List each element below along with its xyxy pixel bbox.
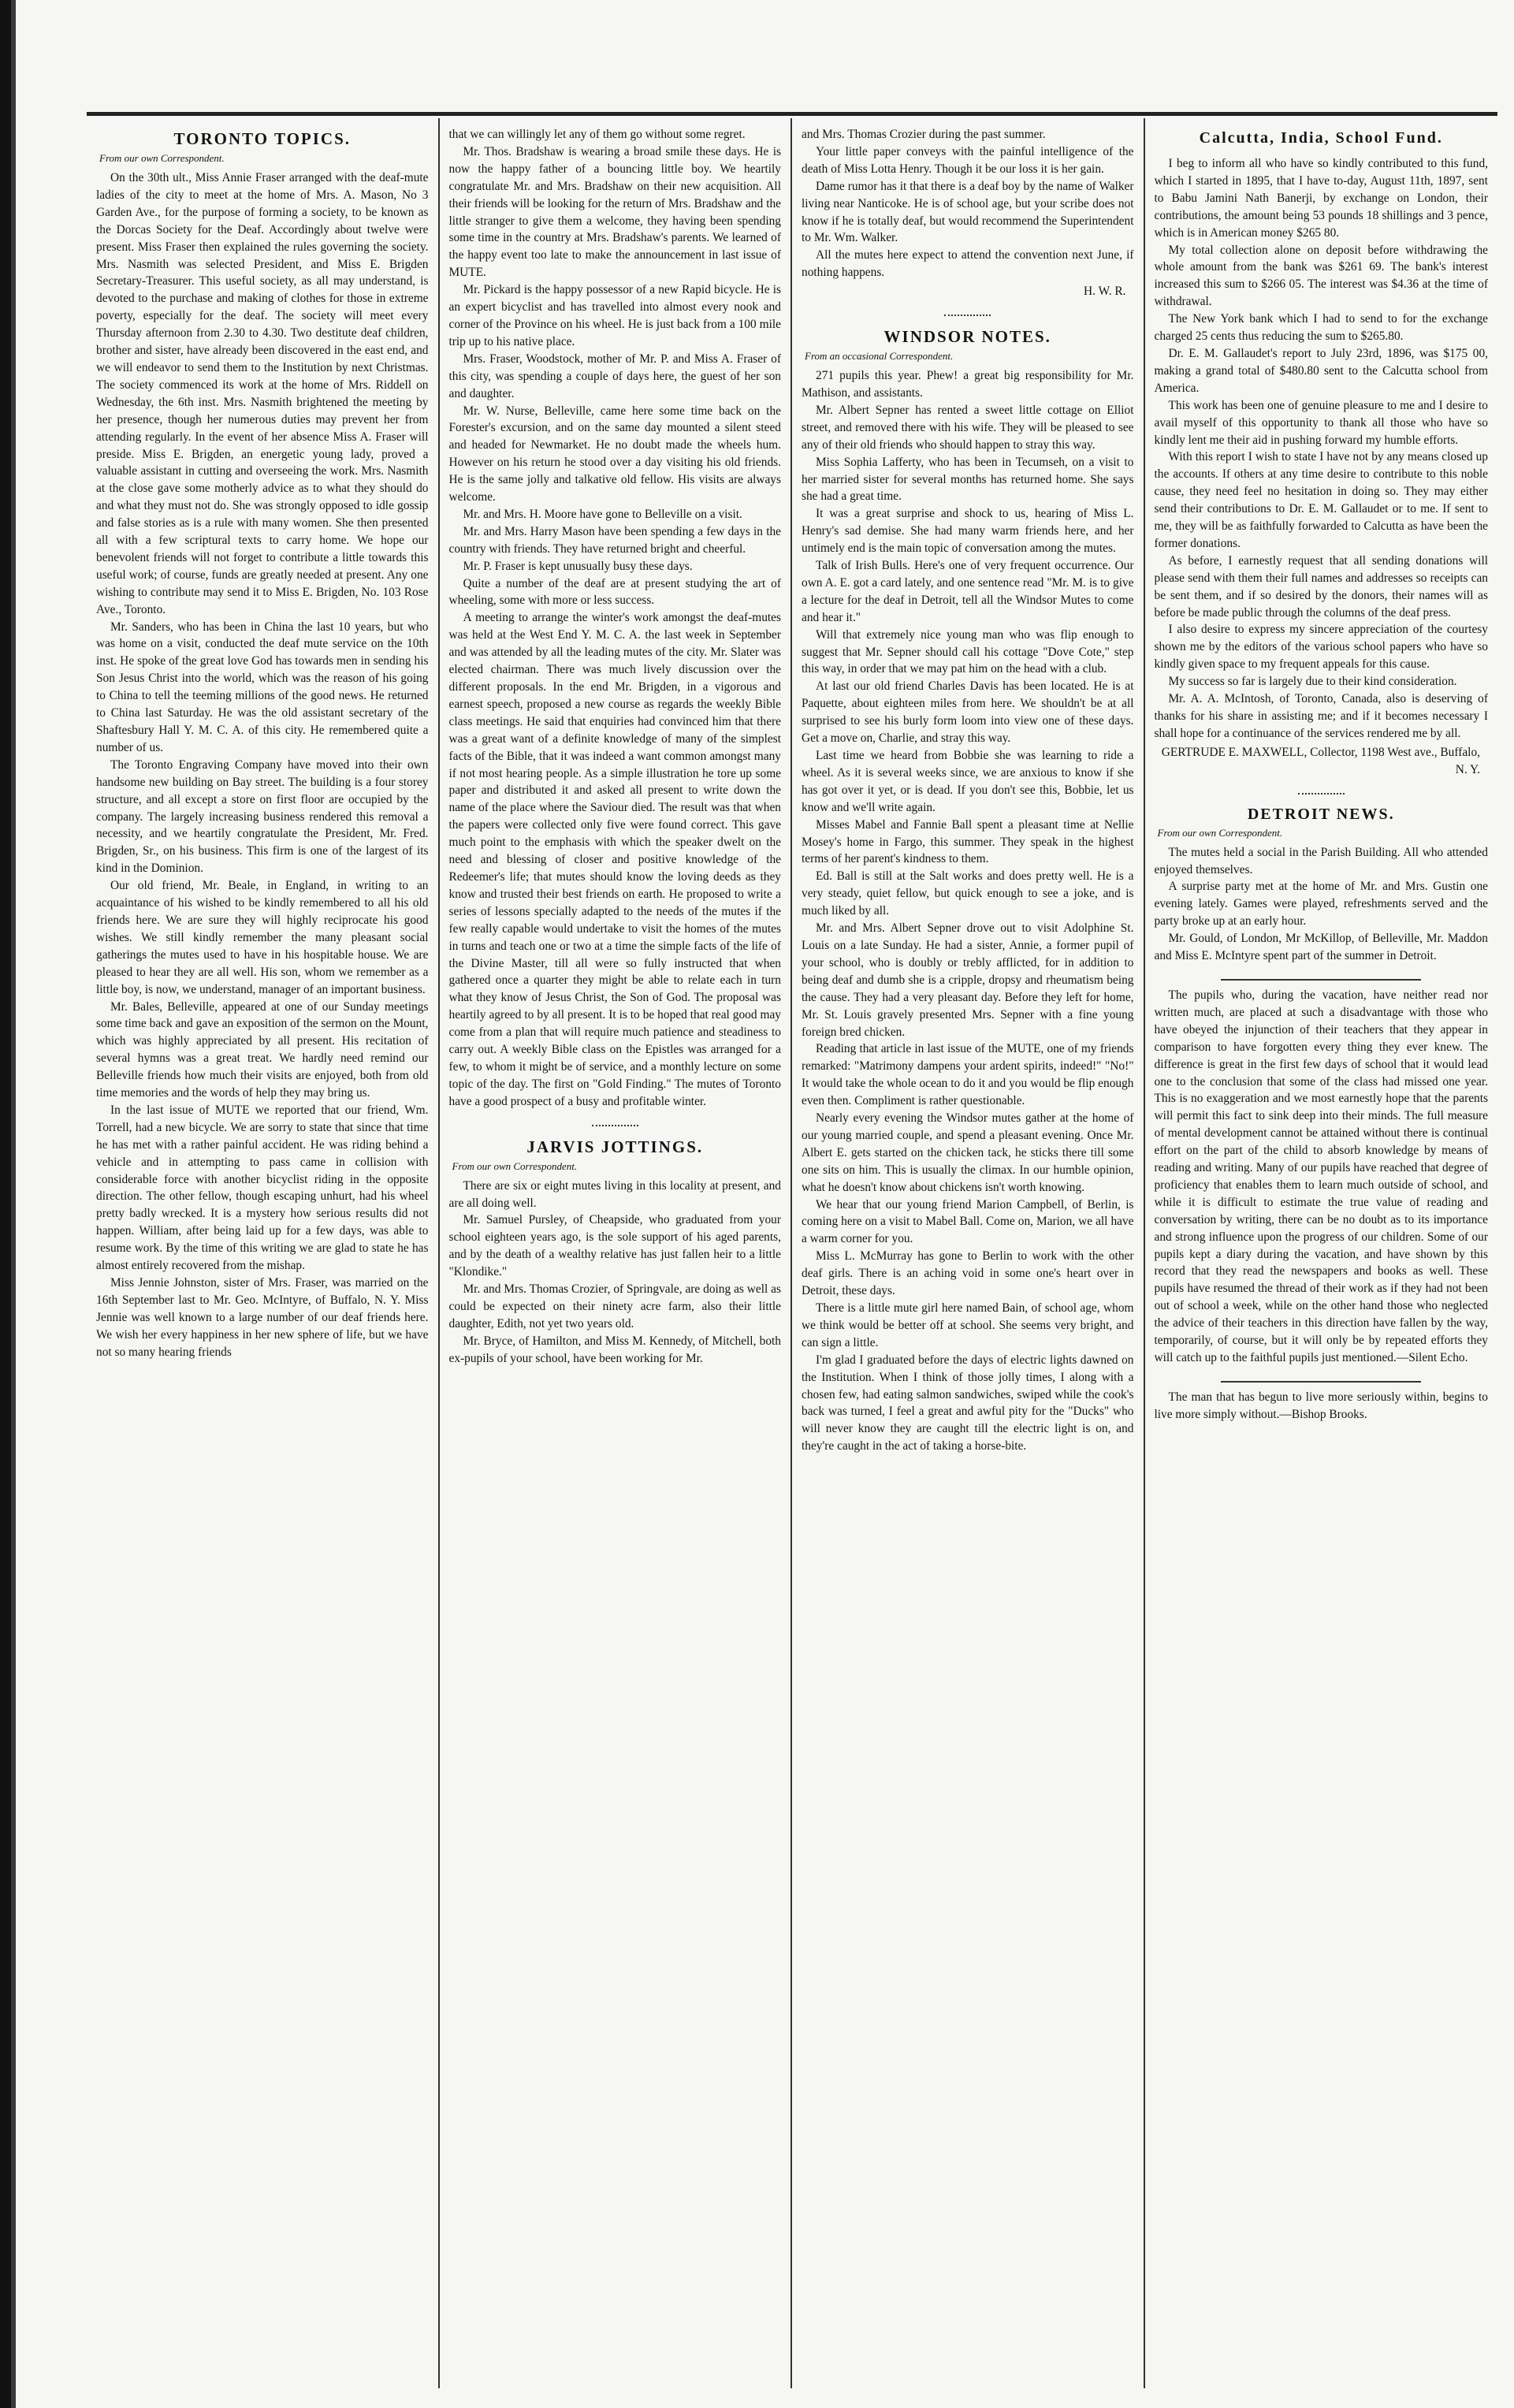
article-paragraph: that we can willingly let any of them go without some regret. (448, 128, 746, 141)
article-paragraph: As before, I earnestly request that all sending donations will please send with them their full names and addresses so receipts can be sent them, and if so desired by the donors, their names will as before be made public through the columns of the deaf press. (1154, 553, 1488, 620)
article-paragraph: All the mutes here expect to attend the convention next June, if nothing happens. (802, 248, 1134, 280)
column-3 (792, 118, 1145, 2388)
article-paragraph: In the last issue of MUTE we reported that our friend, Wm. Torrell, had a new bicycle. We are sorry to state that since that time he has met with a rather painful accident. He was riding behind a vehicle and in attempting to pass came in collision with considerable force with another bicyclist riding in the opposite direction. The other fellow, though escaping unhurt, had his wheel pretty badly wrecked. It is a mystery how serious results did not happen. William, after being laid up for a few days, was able to resume work. By the time of this writing we are glad to state he has almost entirely recovered from the mishap. (96, 1103, 429, 1273)
article-paragraph: Dr. E. M. Gallaudet's report to July 23rd, 1896, was $175 00, making a grand total of $480.80 sent to the Calcutta school from America. (1154, 346, 1488, 395)
article-paragraph: Talk of Irish Bulls. Here's one of very frequent occurrence. Our own A. E. got a card lately, and one sentence read "Mr. M. is to give a lecture for the deaf in Detroit, tell all the Windsor Mutes to come and hear it." (802, 559, 1134, 624)
article-paragraph: Mr. W. Nurse, Belleville, came here some time back on the Forester's excursion, and on the same day mounted a silent steed and headed for Newmarket. He no doubt made the wheels hum. However on his return he stood over a day visiting his old friends. He is the same jolly and talkative old fellow. His visits are always welcome. (448, 404, 781, 504)
section-divider (1221, 979, 1421, 981)
article-paragraph: Mr. Sanders, who has been in China the last 10 years, but who was home on a visit, conducted the deaf mute service on the 10th inst. He spoke of the great love God has towards men in sending his Son Jesus Christ into the world, which was the reason of his going to China to tell the teeming millions of the good news. He returned to China last Saturday. He was the old assistant secretary of the Shaftesbury Hall Y. M. C. A. of this city. He remembered quite a number of us. (96, 620, 429, 754)
article-paragraph: Mr. Samuel Pursley, of Cheapside, who graduated from your school eighteen years ago, is the sole support of his aged parents, and by the death of a wealthy relative has just fallen heir to a little "Klondike." (448, 1213, 781, 1279)
section-byline: From our own Correspondent. (452, 1159, 578, 1172)
article-paragraph: The New York bank which I had to send to for the exchange charged 25 cents thus reducing the sum to $265.80. (1154, 312, 1488, 344)
article-paragraph: Misses Mabel and Fannie Ball spent a pleasant time at Nellie Mosey's home in Fargo, this summer. They speak in the highest terms of her parent's kindness to them. (802, 817, 1134, 866)
article-paragraph: On the 30th ult., Miss Annie Fraser arranged with the deaf-mute ladies of the city to meet at the home of Mrs. A. Mason, No 3 Garden Ave., for the purpose of forming a society, to be known as the Dorcas Society for the Deaf. Accordingly about twelve were present. Miss Fraser then explained the rules governing the society. Mrs. Nasmith was selected President, and Miss E. Brigden Secretary-Treasurer. This useful society, as all may understand, is devoted to the purchase and making of clothes for those in extreme poverty, especially for the deaf. The society will meet every Thursday afternoon from 2.30 to 4.30. Two destitute deaf children, brother and sister, have already been discovered in the east end, and we will endeavor to send them to the Institution by next Christmas. The society commenced its work at the home of Mrs. Riddell on Wednesday, the 6th inst. Mrs. Nasmith brightened the meeting by her presence, though her numerous duties may prevent her from attending regularly. In the event of her absence Miss A. Fraser will preside. Miss E. Brigden, an energetic young lady, proved a valuable assistant in cutting and overseeing the work. Mrs. Nasmith at the close gave some motherly advice as to what they should do and what they must not do. She was strongly opposed to idle gossip and false stories as is a rule with many women. She then presented all with a few scriptural texts to carry home. We hope our benevolent friends will not forget to contribute a little towards this useful work; of course, funds are greatly needed at present. Any one wishing to contribute may send it to Miss E. Brigden, No. 103 Rose Ave., Toronto. (96, 171, 429, 616)
newspaper-columns (87, 118, 1497, 2388)
column-4 (1145, 118, 1498, 2388)
article-paragraph: Ed. Ball is still at the Salt works and does pretty well. He is a very steady, quiet fellow, but quick enough to see a joke, and is much liked by all. (802, 869, 1134, 918)
article-paragraph: Mr. Bryce, of Hamilton, and Miss M. Kennedy, of Mitchell, both ex-pupils of your school, have been working for Mr. (448, 1334, 781, 1365)
article-paragraph: With this report I wish to state I have not by any means closed up the accounts. If others at any time desire to contribute to this noble cause, they need feel no hesitation in doing so. They may either send their contributions to Dr. E. M. Gallaudet or to me. If sent to me, they will be as faithfully forwarded to Calcutta as have been the former donations. (1154, 450, 1488, 550)
article-paragraph: The Toronto Engraving Company have moved into their own handsome new building on Bay street. The building is a four storey structure, and all except a store on first floor are occupied by the company. The largely increasing business rendered this removal a necessity, and we heartily congratulate the President, Mr. Fred. Brigden, Sr., on his business. This firm is one of the largest of its kind in the Dominion. (96, 757, 429, 876)
article-paragraph: A meeting to arrange the winter's work amongst the deaf-mutes was held at the West End Y. M. C. A. the last week in September and was attended by all the leading mutes of the city. Mr. Slater was elected chairman. There was much lively discussion over the different proposals. In the end Mr. Brigden, in a vigorous and earnest speech, proposed a new course as regards the weekly Bible class meetings. He said that enquiries had convinced him that there was a great want of a definite knowledge of many of the simplest facts of the Bible, that it was indeed a want common amongst many if not most hearing people. As a simple illustration he tore up some paper and distributed it and asked all present to write down the name of the place where the Saviour died. The result was that when the papers were collected only five were found correct. This gave much point to the emphasis with which the speaker dwelt on the need and blessing of closer and positive knowledge of the Redeemer's life; that mutes should know the loving deeds as they know and trusted their best friends on earth. He proposed to write a series of lessons specially adapted to the needs of the mutes if the few really capable would undertake to visit the homes of the mutes in turns and teach one or two at a time the simple facts of the life of the Divine Master, till all were so fully instructed that when gathered once a quarter they might be able to relate each in turn what they know of Jesus Christ, the Son of God. The proposal was heartily agreed to by all present. It is to be hoped that real good may come from a plan that will require much patience and steadiness to carry out. A weekly Bible class on the Epistles was arranged for a few, to whom it might be of service, and a monthly lecture on some topic of the day. The first on "Gold Finding." The mutes of Toronto have a good prospect of a busy and profitable winter. (448, 611, 781, 1108)
column-1 (87, 118, 440, 2388)
article-paragraph: At last our old friend Charles Davis has been located. He is at Paquette, about eighteen miles from here. We shouldn't be at all surprised to see his burly form loom into view one of these days. Get a move on, Charlie, and stray this way. (802, 679, 1134, 746)
article-paragraph: Mr. Thos. Bradshaw is wearing a broad smile these days. He is now the happy father of a bouncing little boy. We heartily congratulate Mr. and Mrs. Bradshaw on their new acquisition. All their friends will be looking for the return of Mrs. Bradshaw and the little stranger to give them a welcome, they having been spending some time in the country at Mrs. Bradshaw's parents. We learned of the happy event too late to make the announcement in last issue of MUTE. (448, 144, 781, 280)
article-paragraph: Mr. Gould, of London, Mr McKillop, of Belleville, Mr. Maddon and Miss E. McIntyre spent part of the summer in Detroit. (1154, 932, 1488, 963)
article-paragraph: We hear that our young friend Marion Campbell, of Berlin, is coming here on a visit to Mabel Ball. Come on, Marion, we all have a warm corner for you. (802, 1197, 1134, 1246)
article-paragraph: Mr. Pickard is the happy possessor of a new Rapid bicycle. He is an expert bicyclist and has travelled into almost every nook and corner of the Province on his wheel. He is just back from a 100 mile trip up to his native place. (448, 283, 781, 348)
article-paragraph: 271 pupils this year. Phew! a great big responsibility for Mr. Mathison, and assistants. (802, 369, 1134, 400)
article-paragraph: Our old friend, Mr. Beale, in England, in writing to an acquaintance of his wished to be kindly remembered to all his old friends here. We are sure they will highly reciprocate his good wishes. We still kindly remember the many pleasant social gatherings the mutes used to have in his hospitable house. We are pleased to hear they are all well. His son, whom we remember as a little boy, is now, we understand, manager of an important business. (96, 879, 429, 996)
article-paragraph: The mutes held a social in the Parish Building. All who attended enjoyed themselves. (1154, 845, 1488, 876)
article-paragraph: A surprise party met at the home of Mr. and Mrs. Gustin one evening lately. Games were played, refreshments served and the party broke up at an early hour. (1154, 880, 1488, 929)
article-paragraph: Mr. P. Fraser is kept unusually busy these days. (463, 559, 693, 573)
article-paragraph: Will that extremely nice young man who was flip enough to suggest that Mr. Sepner should call his cottage "Dove Cote," step this way, in order that we may pat him on the head with a club. (802, 627, 1134, 676)
article-paragraph: This work has been one of genuine pleasure to me and I desire to avail myself of this opportunity to thank all those who have so kindly lent me their aid in pushing forward my humble efforts. (1154, 398, 1488, 447)
article-paragraph: Mr. and Mrs. H. Moore have gone to Belleville on a visit. (463, 507, 742, 521)
article-paragraph: Last time we heard from Bobbie she was learning to ride a wheel. As it is several weeks since, we are anxious to know if she has got over it yet, or is dead. If you don't see this, Bobbie, let us know and we'll write again. (802, 749, 1134, 814)
article-paragraph: It was a great surprise and shock to us, hearing of Miss L. Henry's sad demise. She had many warm friends here, and her untimely end is the main topic of conversation among the mutes. (802, 507, 1134, 556)
article-paragraph: The man that has begun to live more seriously within, begins to live more simply without.—Bishop Brooks. (1154, 1390, 1488, 1421)
article-paragraph: I beg to inform all who have so kindly contributed to this fund, which I started in 1895, that I have to-day, August 11th, 1897, sent to Babu Jamini Nath Banerji, by exchange on London, their contributions, the amount being 53 pounds 18 shillings and 3 pence, which is in American money $265 80. (1154, 157, 1488, 240)
article-paragraph: There is a little mute girl here named Bain, of school age, whom we think would be better off at school. She seems very bright, and can sign a little. (802, 1301, 1134, 1349)
section-byline: From an occasional Correspondent. (805, 350, 954, 363)
article-paragraph: and Mrs. Thomas Crozier during the past summer. (802, 128, 1046, 141)
article-paragraph: Reading that article in last issue of the MUTE, one of my friends remarked: "Matrimony dampens your ardent spirits, indeed!" "No!" It would take the whole ocean to do it and you would be flip enough even then. Compliment is rather questionable. (802, 1042, 1134, 1108)
section-divider (1221, 1381, 1421, 1383)
article-paragraph: I'm glad I graduated before the days of electric lights dawned on the Institution. When I think of those jolly times, I along with a chosen few, had eating salmon sandwiches, swiped while the cook's back was turned, I feel a great and awful pity for the "Ducks" who will never know they are caught till the electric light is on, and they're caught in the act of taking a horse-bite. (802, 1353, 1134, 1453)
article-paragraph: Mr. Bales, Belleville, appeared at one of our Sunday meetings some time back and gave an exposition of the sermon on the Mount, which was highly appreciated by all present. His recitation of several hymns was a great treat. We hardly need remind our Belleville friends how much their visits are enjoyed, both from old time memories and the words of help they may bring us. (96, 999, 429, 1100)
article-paragraph: Miss Sophia Lafferty, who has been in Tecumseh, on a visit to her married sister for several months has returned home. She says she had a great time. (802, 455, 1134, 504)
article-paragraph: Nearly every evening the Windsor mutes gather at the home of our young married couple, and spend a pleasant evening. Once Mr. Albert E. gets started on the chicken tack, he sticks there till some one sits on him. This is usually the climax. In our humble opinion, what he doesn't know about chickens isn't worth knowing. (802, 1111, 1134, 1194)
article-paragraph: Quite a number of the deaf are at present studying the art of wheeling, some with more or less success. (448, 576, 781, 608)
article-paragraph: Mrs. Fraser, Woodstock, mother of Mr. P. and Miss A. Fraser of this city, was spending a couple of days here, the guest of her son and daughter. (448, 352, 781, 400)
section-title-calcutta-fund: Calcutta, India, School Fund. (1199, 129, 1443, 147)
section-byline: From our own Correspondent. (99, 152, 225, 164)
section-divider (592, 1125, 638, 1126)
section-title-toronto-topics: TORONTO TOPICS. (173, 129, 352, 148)
top-rule (87, 112, 1497, 116)
article-paragraph: My total collection alone on deposit before withdrawing the whole amount from the bank was $261 69. The bank's interest increased this sum to $266 05. The interest was $4.36 at the time of withdrawal. (1154, 243, 1488, 309)
column-2 (440, 118, 793, 2388)
article-paragraph: There are six or eight mutes living in this locality at present, and are all doing well. (448, 1178, 781, 1210)
page-binding-edge (0, 0, 27, 2408)
section-title-windsor-notes: WINDSOR NOTES. (883, 327, 1051, 347)
article-paragraph: Your little paper conveys with the painful intelligence of the death of Miss Lotta Henry. Though it be our loss it is her gain. (802, 144, 1134, 176)
article-signature: GERTRUDE E. MAXWELL, Collector, 1198 West ave., Buffalo, N. Y. (1161, 745, 1480, 776)
section-byline: From our own Correspondent. (1157, 826, 1283, 839)
section-title-detroit-news: DETROIT NEWS. (1247, 805, 1395, 823)
article-paragraph: I also desire to express my sincere appreciation of the courtesy shown me by the editors of the various school papers who have so kindly given space to my frequent appeals for this cause. (1154, 623, 1488, 672)
article-signature: H. W. R. (1084, 285, 1126, 299)
section-divider (1298, 793, 1345, 795)
article-paragraph: The pupils who, during the vacation, have neither read nor written much, are placed at such a disadvantage with those who have obeyed the injunction of their teachers that they appear in comparison to have forgotten every thing they ever knew. The difference is great in the first few days of school that it would lead one to the conclusion that some of the class had missed one year. This is no exaggeration and we most earnestly hope that the parents will permit this fact to sink deep into their minds. The full measure of mental development cannot be attained without there is continual effort on the part of the child to absorb knowledge by means of reading and writing. Many of our pupils have reached that degree of proficiency that enables them to learn much outside of school, and while it is difficult to estimate the true value of reading and conversation by writing, there can be no doubt as to its importance and strong influence upon the progress of our children. Some of our pupils kept a diary during the vacation, and have shown by this record that they read the newspapers and books as well. These pupils have resumed the thread of their work as if they had not been out of school a week, while on the other hand those who neglected the advice of their teachers in this direction have fallen by the way, temporarily, of course, but it will only be by repeated efforts they will catch up to the faithful pupils just mentioned.—Silent Echo. (1154, 988, 1488, 1364)
section-divider (944, 314, 991, 316)
article-paragraph: Mr. and Mrs. Harry Mason have been spending a few days in the country with friends. They have returned bright and cheerful. (448, 524, 781, 556)
article-paragraph: Mr. and Mrs. Albert Sepner drove out to visit Adolphine St. Louis on a late Sunday. He had a sister, Annie, a former pupil of your school, who is doubly or trebly afflicted, for in addition to being deaf and dumb she is a cripple, dropsy and rheumatism being the cause. They had a very pleasant day. Before they left for home, Mr. St. Louis gravely presented Mrs. Sepner with a fine young foreign bred chicken. (802, 921, 1134, 1039)
article-paragraph: Dame rumor has it that there is a deaf boy by the name of Walker living near Nanticoke. He is of school age, but your scribe does not know if he is totally deaf, but would recommend the Superintendent to Mr. Wm. Walker. (802, 179, 1134, 245)
article-paragraph: My success so far is largely due to their kind consideration. (1168, 675, 1457, 689)
article-paragraph: Mr. A. A. McIntosh, of Toronto, Canada, also is deserving of thanks for his share in assisting me; and if it becomes necessary I shall hope for a continuance of the services rendered me by all. (1154, 692, 1488, 740)
section-title-jarvis-jottings: JARVIS JOTTINGS. (526, 1137, 704, 1156)
article-paragraph: Miss L. McMurray has gone to Berlin to work with the other deaf girls. There is an aching void in some one's heart over in Detroit, these days. (802, 1249, 1134, 1298)
article-paragraph: Miss Jennie Johnston, sister of Mrs. Fraser, was married on the 16th September last to Mr. Geo. McIntyre, of Buffalo, N. Y. Miss Jennie was well known to a large number of our deaf friends here. We wish her every happiness in her new sphere of life, but we have not so many hearing friends (96, 1276, 429, 1359)
article-paragraph: Mr. Albert Sepner has rented a sweet little cottage on Elliot street, and removed there with his wife. They will be pleased to see any of their old friends who should happen to stray this way. (802, 403, 1134, 452)
article-paragraph: Mr. and Mrs. Thomas Crozier, of Springvale, are doing as well as could be expected on their ninety acre farm, also their little daughter, Edith, not yet two years old. (448, 1282, 781, 1331)
